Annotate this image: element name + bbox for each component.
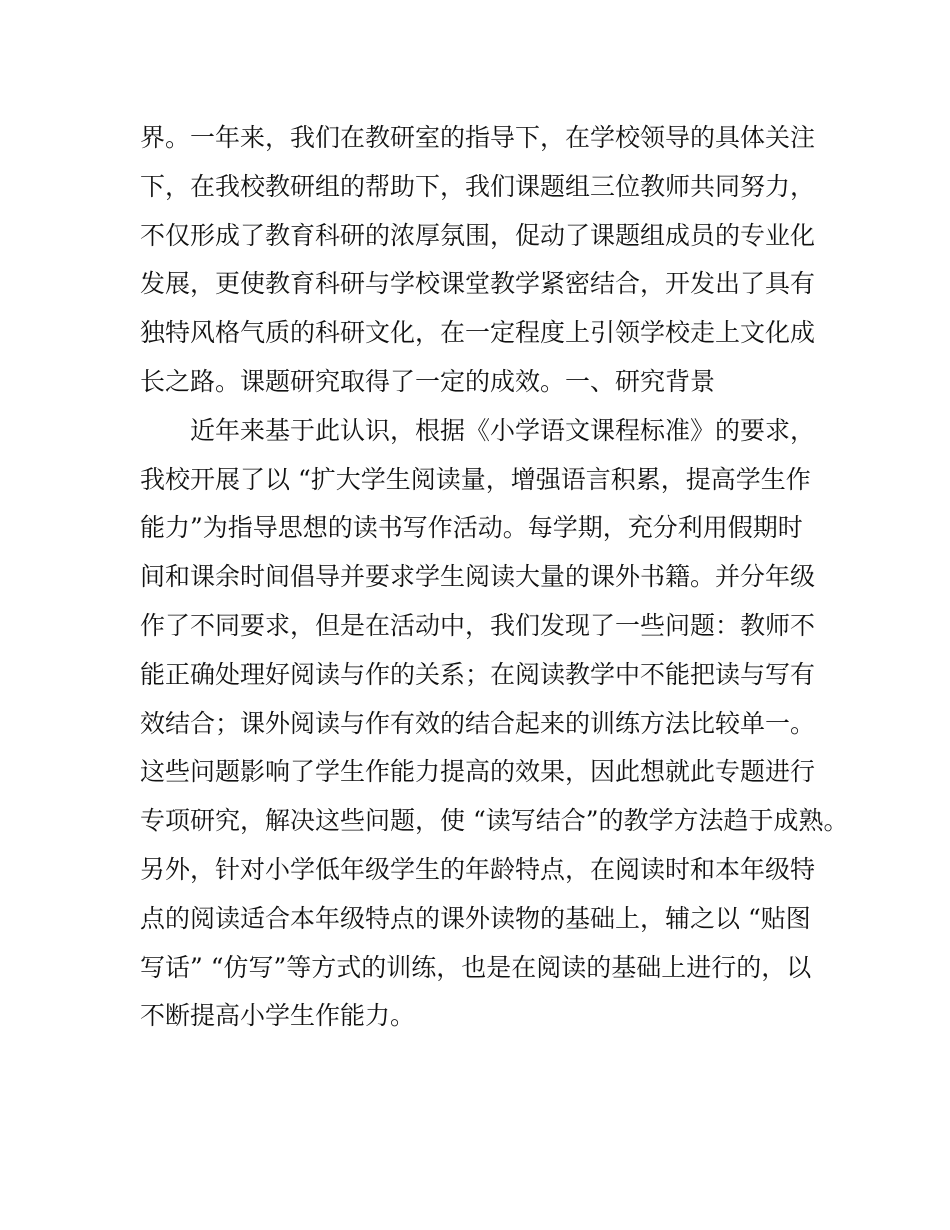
text-line-14: 这些问题影响了学生作能力提高的效果，因此想就此专题进行 xyxy=(140,757,816,787)
text-line-4: 发展，更使教育科研与学校课堂教学紧密结合，开发出了具有 xyxy=(140,269,816,299)
text-line-7-paragraph-start: 近年来基于此认识，根据《小学语文课程标准》的要求， xyxy=(190,415,816,445)
text-line-2: 下，在我校教研组的帮助下，我们课题组三位教师共同努力， xyxy=(140,171,816,201)
text-line-13: 效结合；课外阅读与作有效的结合起来的训练方法比较单一。 xyxy=(140,708,816,738)
text-line-10: 间和课余时间倡导并要求学生阅读大量的课外书籍。并分年级 xyxy=(140,562,816,592)
text-line-16: 另外，针对小学低年级学生的年龄特点，在阅读时和本年级特 xyxy=(140,854,816,884)
text-line-12: 能正确处理好阅读与作的关系；在阅读教学中不能把读与写有 xyxy=(140,659,816,689)
text-line-11: 作了不同要求，但是在活动中，我们发现了一些问题：教师不 xyxy=(140,610,816,640)
text-line-9: 能力”为指导思想的读书写作活动。每学期，充分利用假期时 xyxy=(140,513,803,543)
text-line-18: 写话” “仿写”等方式的训练，也是在阅读的基础上进行的，以 xyxy=(140,952,812,982)
text-line-19: 不断提高小学生作能力。 xyxy=(140,1001,416,1031)
text-line-17: 点的阅读适合本年级特点的课外读物的基础上，辅之以 “贴图 xyxy=(140,903,811,933)
text-line-15: 专项研究，解决这些问题，使 “读写结合”的教学方法趋于成熟。 xyxy=(140,806,849,836)
text-line-3: 不仅形成了教育科研的浓厚氛围，促动了课题组成员的专业化 xyxy=(140,220,816,250)
text-line-8: 我校开展了以 “扩大学生阅读量，增强语言积累，提高学生作 xyxy=(140,464,811,494)
text-line-5: 独特风格气质的科研文化，在一定程度上引领学校走上文化成 xyxy=(140,318,816,348)
text-line-6: 长之路。课题研究取得了一定的成效。一、研究背景 xyxy=(140,366,716,396)
text-line-1: 界。一年来，我们在教研室的指导下，在学校领导的具体关注 xyxy=(140,123,816,152)
body-text xyxy=(140,114,849,1041)
